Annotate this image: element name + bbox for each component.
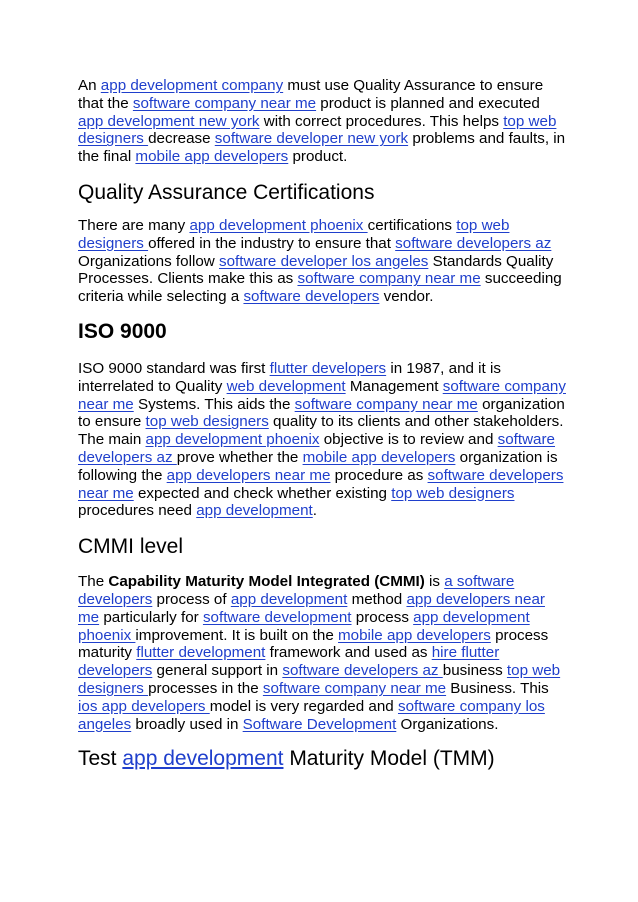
hyperlink[interactable]: software company near me [297,270,481,288]
text-run: procedure as [330,466,428,484]
paragraph-iso-9000 [78,360,568,520]
hyperlink[interactable]: top web designers [78,216,510,252]
hyperlink[interactable]: top web designers [391,484,515,502]
hyperlink[interactable]: a software developers [78,573,515,608]
heading-quality-assurance-certifications: Quality Assurance Certifications [78,180,375,204]
hyperlink[interactable]: app development [196,502,313,520]
text-run: processes in the [148,679,263,697]
hyperlink[interactable]: software development [202,608,352,626]
hyperlink[interactable]: app development new york [78,112,260,130]
text-run: problems and faults, in the final [78,130,566,166]
text-run: Organizations follow [78,252,219,270]
text-run: is [424,573,445,591]
hyperlink[interactable]: software developers az [395,234,552,252]
hyperlink[interactable]: top web designers [145,413,269,431]
text-run: quality to its clients and other stakeholders. The main [78,413,564,449]
text-run: Systems. This aids the [133,395,295,413]
hyperlink[interactable]: app development phoenix [145,431,320,449]
document-page [78,77,568,771]
hyperlink[interactable]: software company near me [132,94,317,112]
heading-cmmi-level: CMMI level [78,535,184,559]
text-run: Organizations. [396,715,499,733]
hyperlink[interactable]: software company near me [262,679,447,697]
text-run: Test [78,747,123,771]
text-run: framework and used as [265,644,432,662]
text-run: procedures need [78,502,197,520]
text-run: The [78,573,109,591]
text-run: process of [152,590,231,608]
hyperlink[interactable]: software developers [243,288,380,306]
text-run: offered in the industry to ensure that [148,234,396,252]
text-run: process [351,608,414,626]
text-run: ISO 9000 standard was first [78,359,270,377]
hyperlink[interactable]: software company near me [294,395,478,413]
text-run: Standards Quality Processes. Clients make this as [78,252,554,288]
paragraph-cmmi [78,573,568,733]
bold-text: Capability Maturity Model Integrated (CMMI) [108,573,425,591]
hyperlink[interactable]: top web designers [78,112,557,148]
text-run: business [442,662,507,680]
text-run: Business. This [446,679,549,697]
text-run: method [347,590,407,608]
hyperlink[interactable]: Software Development [242,715,397,733]
text-run: objective is to review and [319,431,498,449]
hyperlink[interactable]: mobile app developers [338,626,491,644]
text-run: Maturity Model (TMM) [283,747,495,771]
text-run: An [78,77,101,94]
text-run: product. [288,148,348,166]
hyperlink[interactable]: software developers near me [78,466,564,502]
text-run: must use Quality Assurance to ensure that the [78,77,544,112]
paragraph-certifications [78,217,568,306]
text-run: broadly used in [131,715,243,733]
hyperlink[interactable]: app developers near me [78,590,545,626]
hyperlink[interactable]: mobile app developers [135,148,289,166]
hyperlink[interactable]: software developers az [78,431,556,466]
hyperlink[interactable]: app development phoenix [189,216,368,234]
hyperlink[interactable]: app development phoenix [78,608,530,644]
hyperlink[interactable]: software developer new york [214,130,409,148]
text-run: product is planned and executed [316,94,540,112]
hyperlink[interactable]: ios app developers [78,697,210,715]
hyperlink[interactable]: flutter developers [269,359,387,377]
hyperlink[interactable]: flutter development [136,644,266,662]
hyperlink[interactable]: app development [122,747,284,771]
hyperlink[interactable]: mobile app developers [302,448,456,466]
hyperlink[interactable]: software developers az [282,662,443,680]
text-run: organization to ensure [78,395,565,431]
hyperlink[interactable]: web development [226,377,346,395]
text-run: decrease [148,130,215,148]
hyperlink[interactable]: app development company [100,77,284,94]
text-run: process maturity [78,626,549,662]
hyperlink[interactable]: software company near me [78,377,566,413]
text-run: There are many [78,216,190,234]
text-run: . [312,502,317,520]
heading-iso-9000: ISO 9000 [78,319,167,343]
paragraph-intro [78,77,568,166]
hyperlink[interactable]: software developer los angeles [218,252,429,270]
text-run: particularly for [99,608,203,626]
hyperlink[interactable]: hire flutter developers [78,644,500,680]
text-run: general support in [152,662,283,680]
text-run: with correct procedures. This helps [259,112,504,130]
text-run: organization is following the [78,448,558,484]
text-run: certifications [367,216,457,234]
text-run: in 1987, and it is interrelated to Quality [78,359,501,395]
text-run: Management [345,377,443,395]
hyperlink[interactable]: app developers near me [166,466,331,484]
text-run: prove whether the [176,448,303,466]
text-run: vendor. [379,288,434,306]
hyperlink[interactable]: top web designers [78,662,561,697]
hyperlink[interactable]: software company los angeles [78,697,545,733]
heading-test-maturity-model [78,747,568,771]
text-run: improvement. It is built on the [135,626,339,644]
hyperlink[interactable]: app development [230,590,348,608]
text-run: model is very regarded and [209,697,398,715]
text-run: expected and check whether existing [133,484,392,502]
text-run: succeeding criteria while selecting a [78,270,562,306]
